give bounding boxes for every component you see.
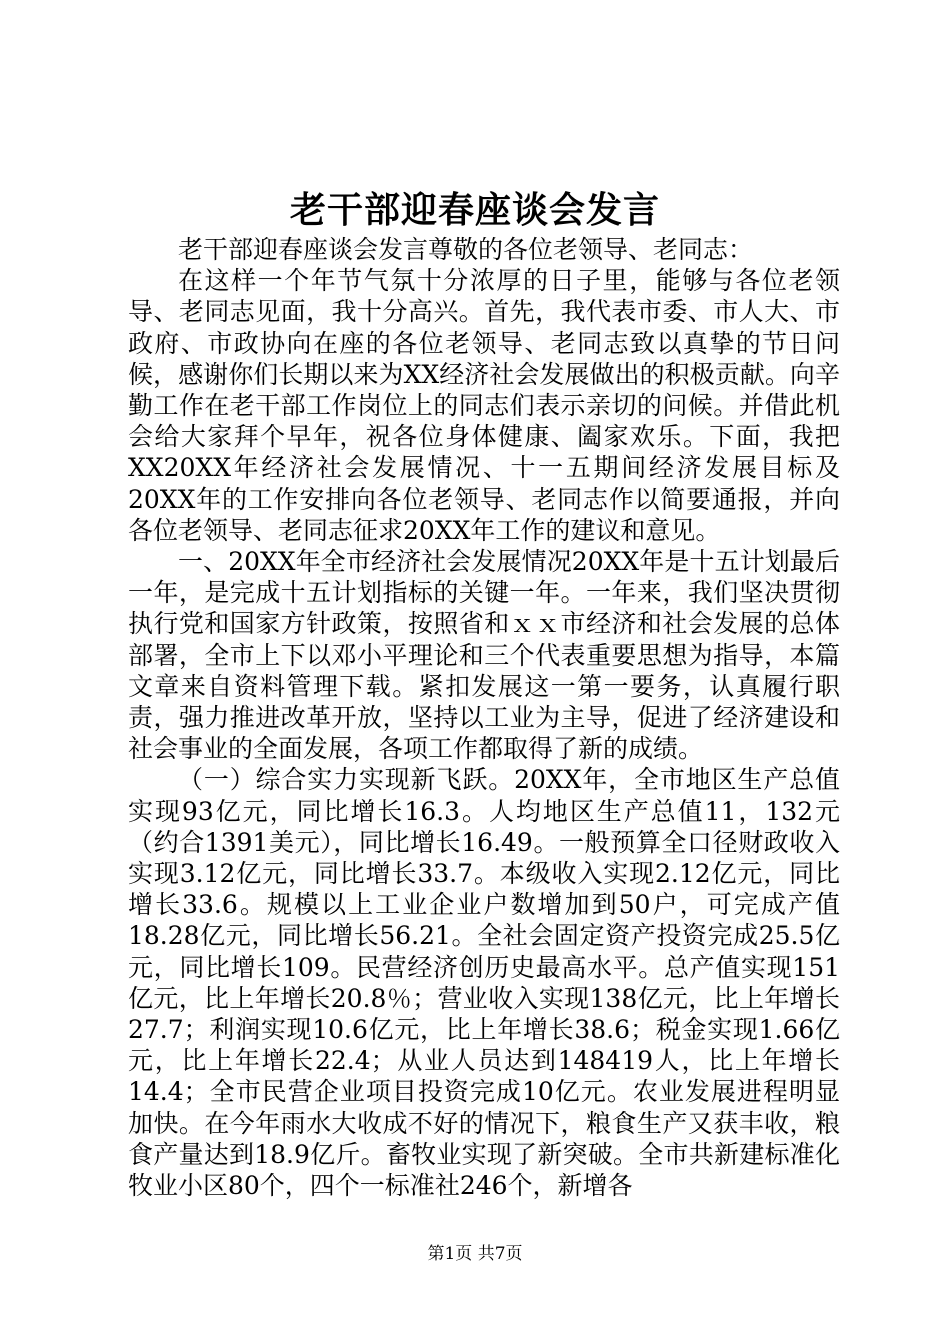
page-number-footer: 第1页 共7页 xyxy=(427,1244,523,1264)
paragraph-section-one: 一、20XX年全市经济社会发展情况20XX年是十五计划最后一年，是完成十五计划指标的关键一年。一年来，我们坚决贯彻执行党和国家方针政策，按照省和ｘｘ市经济和社会发展的总体部署，全市上下以邓小平理论和三个代表重要思想为指导，本篇文章来自资料管理下载。紧扣发展这一第一要务，认真履行职责，强力推进改革开放，坚持以工业为主导，促进了经济建设和社会事业的全面发展，各项工作都取得了新的成绩。 xyxy=(128,547,840,764)
document-body xyxy=(128,234,840,1201)
paragraph-greeting: 在这样一个年节气氛十分浓厚的日子里，能够与各位老领导、老同志见面，我十分高兴。首先，我代表市委、市人大、市政府、市政协向在座的各位老领导、老同志致以真挚的节日问候，感谢你们长期以来为XX经济社会发展做出的积极贡献。向辛勤工作在老干部工作岗位上的同志们表示亲切的问候。并借此机会给大家拜个早年，祝各位身体健康、阖家欢乐。下面，我把XX20XX年经济社会发展情况、十一五期间经济发展目标及20XX年的工作安排向各位老领导、老同志作以简要通报，并向各位老领导、老同志征求20XX年工作的建议和意见。 xyxy=(128,266,840,545)
document-title: 老干部迎春座谈会发言 xyxy=(289,189,660,231)
paragraph-salutation: 老干部迎春座谈会发言尊敬的各位老领导、老同志： xyxy=(178,235,754,264)
paragraph-subsection-one: （一）综合实力实现新飞跃。20XX年，全市地区生产总值实现93亿元，同比增长16.3。人均地区生产总值11，132元（约合1391美元），同比增长16.49。一般预算全口径财政收入实现3.12亿元，同比增长33.7。本级收入实现2.12亿元，同比增长33.6。规模以上工业企业户数增加到50户，可完成产值18.28亿元，同比增长56.21。全社会固定资产投资完成25.5亿元，同比增长109。民营经济创历史最高水平。总产值实现151亿元，比上年增长20.8％；营业收入实现138亿元，比上年增长27.7；利润实现10.6亿元，比上年增长38.6；税金实现1.66亿元，比上年增长22.4；从业人员达到148419人，比上年增长14.4；全市民营企业项目投资完成10亿元。农业发展进程明显加快。在今年雨水大收成不好的情况下，粮食生产又获丰收，粮食产量达到18.9亿斤。畜牧业实现了新突破。全市共新建标准化牧业小区80个，四个一标准社246个，新增各 xyxy=(128,765,840,1201)
